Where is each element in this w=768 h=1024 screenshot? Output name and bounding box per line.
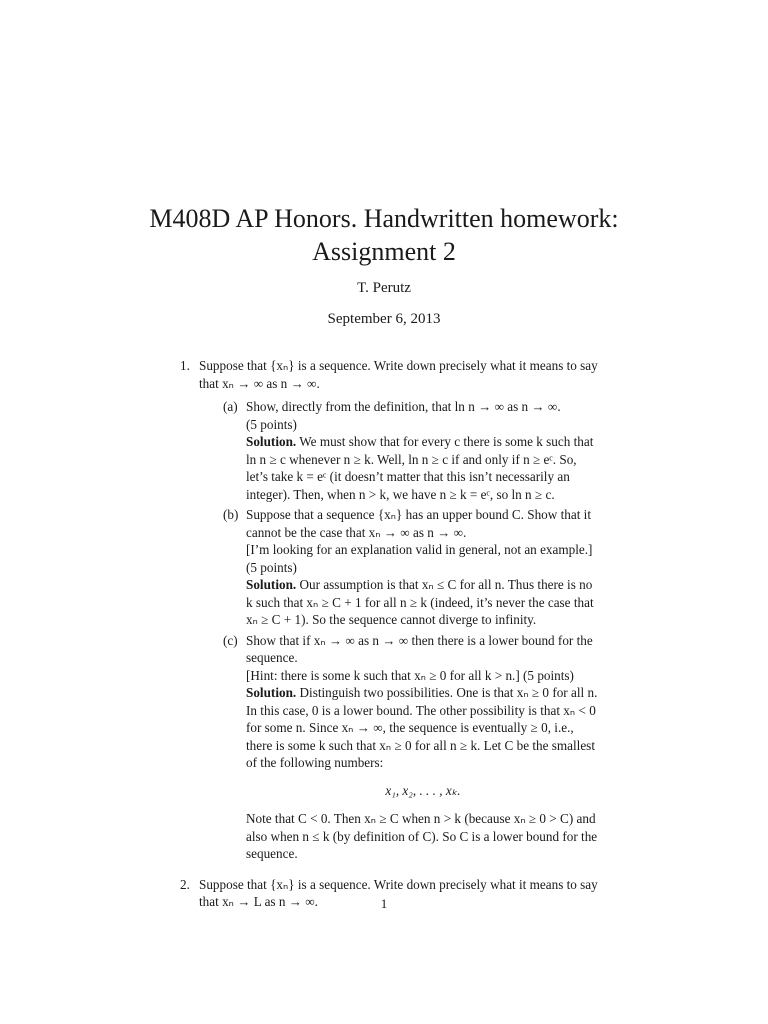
question-number: 2. [180,876,190,892]
question-1 [180,357,600,863]
part-note: [I’m looking for an explanation valid in general, not an example.] [246,542,593,557]
part-hint: [Hint: there is some k such that xₙ ≥ 0 for all k > n.] (5 points) [246,667,574,683]
document-body [180,357,600,911]
solution-text: Our assumption is that xₙ ≤ C for all n. Thus there is no k such that xₙ ≥ C + 1 for all n ≥ k (indeed, it’s never the case that xₙ ≥ C + 1). So the sequence cannot diverge to infinity. [246,577,594,627]
solution [246,433,600,503]
display-math: x₁, x₂, . . . , xₖ. [385,782,461,798]
solution-heading: Solution. [246,685,297,700]
title-line-2: Assignment 2 [312,237,456,266]
solution-continued: Note that C < 0. Then xₙ ≥ C when n > k (because xₙ ≥ 0 > C) and also when n ≤ k (by definition of C). So C is a lower bound for the sequence. [246,811,598,861]
title-line-1: M408D AP Honors. Handwritten homework: [149,204,619,233]
document-title [0,202,768,268]
part-text: Show, directly from the definition, that ln n → ∞ as n → ∞. [246,399,561,414]
part-label: (a) [223,399,238,414]
solution-heading: Solution. [246,577,297,592]
question-parts [199,398,600,863]
question-text: Suppose that {xₙ} is a sequence. Write down precisely what it means to say that xₙ → L as n → ∞. [199,876,598,909]
part-label: (b) [223,507,239,522]
solution-text: Distinguish two possibilities. One is that xₙ ≥ 0 for all n. In this case, 0 is a lower bound. The other possibility is that xₙ < 0 for some n. Since xₙ → ∞, the sequence is eventually ≥ 0, i.e., there is some k such that xₙ ≥ 0 for all n ≥ k. Let C be the smallest of the following numbers: [246,685,598,770]
solution [246,684,600,772]
solution [246,576,600,629]
part-b [199,506,600,629]
author: T. Perutz [357,280,411,296]
part-text: Suppose that a sequence {xₙ} has an upper bound C. Show that it cannot be the case that xₙ → ∞ as n → ∞. [246,507,591,540]
solution-heading: Solution. [246,434,297,449]
part-c [199,632,600,863]
points: (5 points) [246,559,297,575]
part-a [199,398,600,503]
solution-text: We must show that for every c there is some k such that ln n ≥ c whenever n ≥ k. Well, ln n ≥ c if and only if n ≥ eᶜ. So, let’s take k = eᶜ (it doesn’t matter that this isn’t necessarily an integer). Then, when n > k, we have n ≥ k = eᶜ, so ln n ≥ c. [246,434,594,502]
points: (5 points) [246,416,297,432]
date: September 6, 2013 [327,311,441,327]
question-number: 1. [180,358,190,373]
spacer [180,866,600,876]
page-number: 1 [380,896,388,911]
question-text: Suppose that {xₙ} is a sequence. Write down precisely what it means to say that xₙ → ∞ as n → ∞. [199,358,598,391]
part-label: (c) [223,632,238,648]
part-text: Show that if xₙ → ∞ as n → ∞ then there is a lower bound for the sequence. [246,632,593,665]
